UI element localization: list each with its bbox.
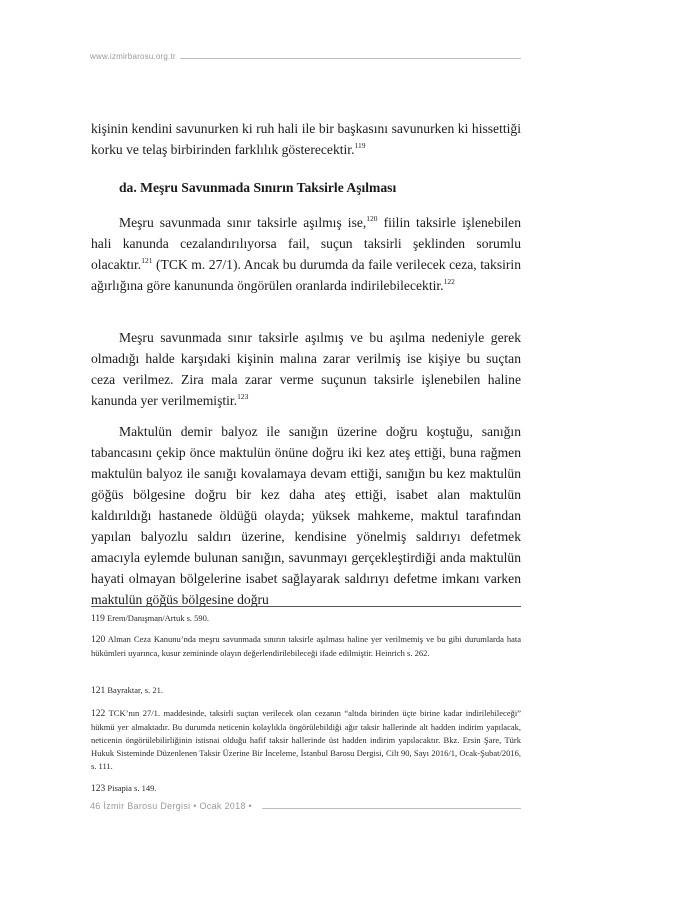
footnote-119: [91, 612, 521, 626]
footnote-123: [91, 782, 521, 796]
footnote-121: [91, 684, 521, 698]
section-heading: da. Meşru Savunmada Sınırın Taksirle Aşılması: [119, 180, 397, 195]
footnote-number: 121: [91, 686, 106, 696]
footnote-ref-122: 122: [443, 277, 455, 286]
footnote-text: Alman Ceza Kanunu’nda meşru savunmada sınırın taksirle aşılması haline yer verilmemiş ve bu gibi durumlarda hata hükümleri uyarınca, kusur zemininde olayın değerlendirilebileceği ifade edilmiştir. Heinrich s. 262.: [91, 634, 522, 658]
footnote-120: [91, 633, 521, 660]
footnote-ref-121: 121: [141, 256, 153, 265]
footnote-number: 119: [91, 614, 105, 624]
footnote-ref-120: 120: [366, 214, 378, 223]
footnote-ref-119: 119: [354, 141, 366, 150]
paragraph-2-part2: fiilin taksirle işlenebilen hali kanunda cezalandırılıyorsa fail, suçun taksirli şeklinden sorumlu olacaktır.: [91, 215, 522, 272]
footnote-number: 120: [91, 635, 106, 645]
paragraph-top-text: kişinin kendini savunurken ki ruh hali ile bir başkasını savunurken ki hissettiği korku ve telaş birbirinden farklılık gösterecektir.: [91, 121, 521, 157]
footnote-divider: [91, 606, 521, 607]
footnote-ref-123: 123: [237, 392, 249, 401]
paragraph-2: [91, 212, 521, 296]
paragraph-2-part1: Meşru savunmada sınır taksirle aşılmış ise,: [119, 215, 367, 230]
footer-page-info: 46 İzmir Barosu Dergisi • Ocak 2018 •: [90, 801, 252, 811]
paragraph-4: [91, 421, 521, 610]
footer-divider: [262, 808, 521, 809]
footnote-text: Pisapia s. 149.: [107, 783, 157, 793]
header-url: www.izmirbarosu.org.tr: [90, 52, 176, 61]
footnote-122: [91, 707, 521, 773]
footnote-text: Erem/Danışman/Artuk s. 590.: [107, 613, 210, 623]
paragraph-3: [91, 327, 521, 411]
footnote-number: 122: [91, 709, 106, 719]
footnote-text: TCK’nın 27/1. maddesinde, taksirli suçtan verilecek olan cezanın “altıda birinden üçte birine kadar indirilebileceği” hükmü yer almaktadır. Bu durumda neticenin kolaylıkla öngörülebildiği ağır taksir hallerinde alt hadden indirim yapılacak, neticenin öngörülebilirliğinin istisnai olduğu hafif taksir hallerinde üst hadden indirim yapılacaktır. Bkz. Ersin Şare, Türk Hukuk Sisteminde Düzenlenen Taksir Üzerine Bir İnceleme, İstanbul Barosu Dergisi, Cilt 90, Sayı 2016/1, Ocak-Şubat/2016, s. 111.: [91, 708, 521, 771]
paragraph-3-text: Meşru savunmada sınır taksirle aşılmış ve bu aşılma nedeniyle gerek olmadığı halde karşıdaki kişinin malına zarar verilmiş ise kişiye bu suçtan ceza verilmez. Zira mala zarar verme suçunun taksirle işlenebilen haline kanunda yer verilmemiştir.: [91, 330, 521, 408]
footnote-number: 123: [91, 784, 106, 794]
paragraph-top: [91, 118, 521, 160]
paragraph-2-part3: (TCK m. 27/1). Ancak bu durumda da faile verilecek ceza, taksirin ağırlığına göre kanununda öngörülen oranlarda indirilebilecektir.: [91, 257, 521, 293]
footnote-text: Bayraktar, s. 21.: [107, 685, 163, 695]
header-divider: [180, 58, 521, 59]
paragraph-4-text: Maktulün demir balyoz ile sanığın üzerine doğru koştuğu, sanığın tabancasını çekip önce maktulün önüne doğru iki kez ateş ettiği, buna rağmen maktulün balyoz ile sanığı kovalamaya devam ettiği, sanığın bu kez maktulün göğüs bölgesine doğru bir kez daha ateş ettiği, isabet alan maktulün kaldırıldığı hastanede öldüğü olayda; yüksek mahkeme, maktul tarafından yapılan balyozlu saldırı üzerine, kendisine yönelmiş saldırıyı defetmek amacıyla eylemde bulunan sanığın, savunmayı gerçekleştirdiği anda maktulün hayati olmayan bölgelerine isabet sağlayarak saldırıyı defetme imkanı varken maktulün göğüs bölgesine doğru: [91, 424, 521, 607]
